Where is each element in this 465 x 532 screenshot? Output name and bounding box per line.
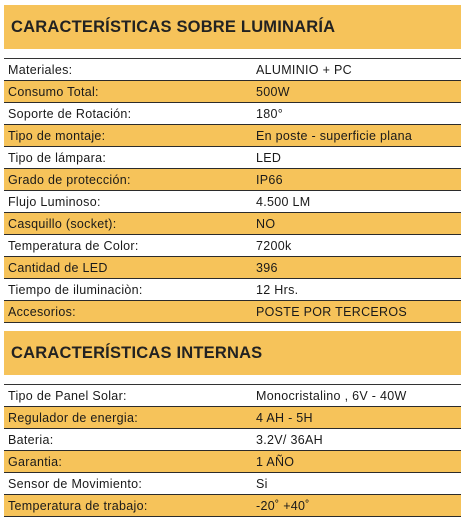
spec-label: Consumo Total: [4,81,252,103]
spec-value: ALUMINIO + PC [252,59,461,81]
spec-label: Bateria: [4,429,252,451]
section-title: CARACTERÍSTICAS SOBRE LUMINARÍA [4,5,461,49]
table-row [4,125,461,147]
luminaria-section [4,5,461,323]
section-title: CARACTERÍSTICAS INTERNAS [4,331,461,375]
table-row [4,279,461,301]
spec-label: Grado de protección: [4,169,252,191]
table-row [4,169,461,191]
spec-value: Si [252,473,461,495]
spec-label: Accesorios: [4,301,252,323]
spec-value: 4.500 LM [252,191,461,213]
spec-label: Garantia: [4,451,252,473]
table-row [4,407,461,429]
spec-label: Tiempo de iluminaciòn: [4,279,252,301]
table-row [4,429,461,451]
spec-value: 12 Hrs. [252,279,461,301]
table-row [4,103,461,125]
table-row [4,257,461,279]
table-row [4,147,461,169]
table-row [4,301,461,323]
table-row [4,495,461,517]
table-row [4,191,461,213]
spec-label: Tipo de Panel Solar: [4,385,252,407]
table-row [4,235,461,257]
spec-value: POSTE POR TERCEROS [252,301,461,323]
spec-value: 7200k [252,235,461,257]
table-row [4,473,461,495]
table-row [4,59,461,81]
spec-value: En poste - superficie plana [252,125,461,147]
table-row [4,451,461,473]
spec-label: Tipo de lámpara: [4,147,252,169]
spec-label: Tipo de montaje: [4,125,252,147]
spec-label: Soporte de Rotación: [4,103,252,125]
table-row [4,213,461,235]
spec-label: Sensor de Movimiento: [4,473,252,495]
spec-label: Materiales: [4,59,252,81]
spec-label: Casquillo (socket): [4,213,252,235]
spec-value: LED [252,147,461,169]
internas-spec-table [4,385,461,517]
table-row [4,81,461,103]
spec-label: Temperatura de Color: [4,235,252,257]
spec-value: 1 AÑO [252,451,461,473]
spec-label: Temperatura de trabajo: [4,495,252,517]
spec-value: 500W [252,81,461,103]
spec-value: 180° [252,103,461,125]
spec-value: 3.2V/ 36AH [252,429,461,451]
internas-section [4,331,461,517]
luminaria-spec-table [4,59,461,323]
spec-label: Flujo Luminoso: [4,191,252,213]
spec-value: 396 [252,257,461,279]
spec-label: Cantidad de LED [4,257,252,279]
table-row [4,385,461,407]
spec-value: IP66 [252,169,461,191]
spec-value: NO [252,213,461,235]
spec-value: Monocristalino , 6V - 40W [252,385,461,407]
spec-value: 4 AH - 5H [252,407,461,429]
spec-label: Regulador de energia: [4,407,252,429]
spec-value: -20˚ +40˚ [252,495,461,517]
